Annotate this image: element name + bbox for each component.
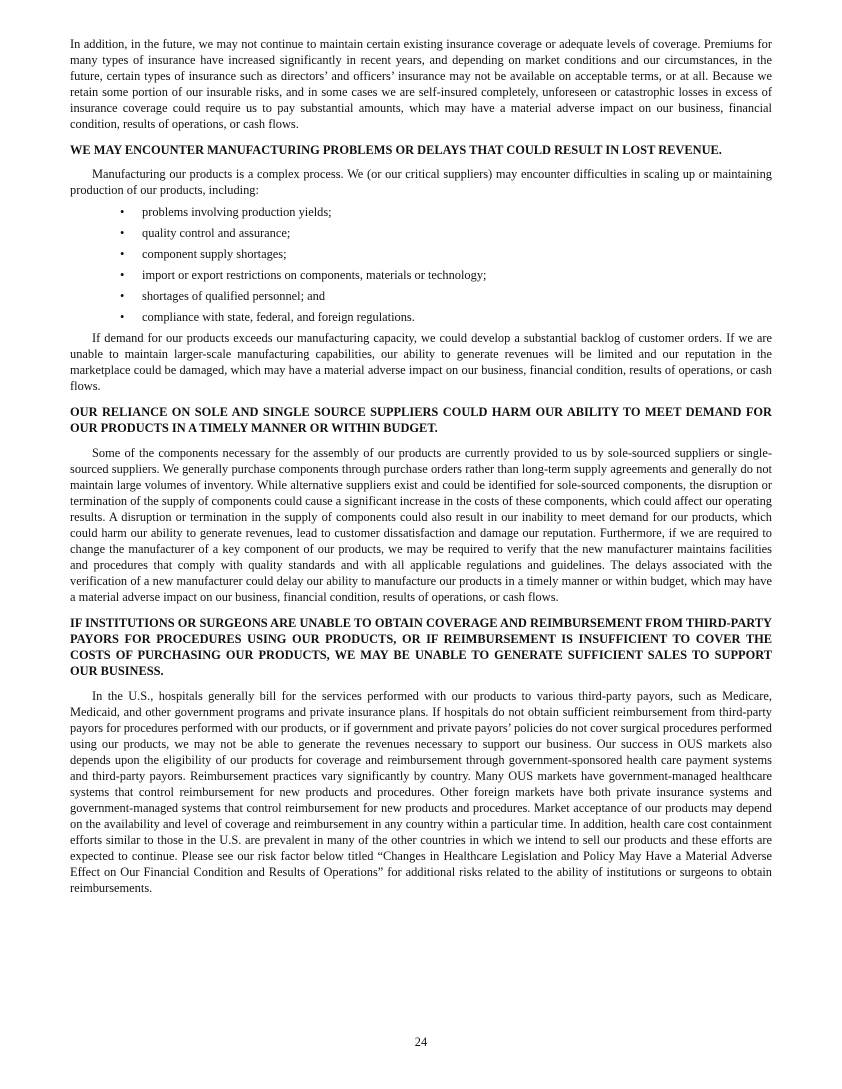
list-item-text: compliance with state, federal, and foreign regulations.	[142, 310, 415, 324]
manufacturing-issues-list	[70, 204, 772, 325]
paragraph-suppliers: Some of the components necessary for the assembly of our products are currently provided to us by sole-sourced suppliers or single-sourced suppliers. We generally purchase components through purchase orders rather than long-term supply agreements and generally do not maintain large volumes of inventory. While alternative suppliers exist and could be identified for sole-sourced components, the disruption or termination of the supply of components could cause a significant increase in the costs of these components, which could affect our operating results. A disruption or termination in the supply of components could also result in our inability to meet demand for our products, which could harm our ability to generate revenues, lead to customer dissatisfaction and damage our reputation. Furthermore, if we are required to change the manufacturer of a key component of our products, we may be required to verify that the new manufacturer maintains facilities and procedures that comply with quality standards and with all applicable regulations and guidelines. The delays associated with the verification of a new manufacturer could delay our ability to manufacture our products in a timely manner or within budget, which may have a material adverse impact on our business, financial condition, results of operations, or cash flows.	[70, 446, 772, 604]
list-item	[120, 225, 772, 241]
list-item-text: quality control and assurance;	[142, 226, 291, 240]
paragraph-manufacturing-capacity: If demand for our products exceeds our manufacturing capacity, we could develop a substantial backlog of customer orders. If we are unable to maintain larger-scale manufacturing capabilities, our ability to generate revenues will be limited and our reputation in the marketplace could be damaged, which may have a material adverse impact on our business, financial condition, results of operations, or cash flows.	[70, 331, 772, 393]
heading-sole-source-suppliers: OUR RELIANCE ON SOLE AND SINGLE SOURCE SUPPLIERS COULD HARM OUR ABILITY TO MEET DEMAND FOR OUR PRODUCTS IN A TIMELY MANNER OR WITHIN BUDGET.	[70, 405, 772, 435]
paragraph-reimbursement: In the U.S., hospitals generally bill for the services performed with our products to various third-party payors, such as Medicare, Medicaid, and other government programs and private insurance plans. If hospitals do not obtain sufficient reimbursement from third-party payors for procedures performed with our products, or if government and private payors’ policies do not cover surgical procedures performed using our products, we may not be able to generate the revenues necessary to support our business. Our success in OUS markets also depends upon the eligibility of our products for coverage and reimbursement through government-sponsored health care payment systems and third-party payors. Reimbursement practices vary significantly by country. Many OUS markets have government-managed healthcare systems that control reimbursement for new products and procedures. Other foreign markets have both private insurance systems and government-managed systems that control reimbursement for new products and procedures. Market acceptance of our products may depend on the availability and level of coverage and reimbursement in any country within a particular time. In addition, health care cost containment efforts similar to those in the U.S. are prevalent in many of the other countries in which we intend to sell our products and these efforts are expected to continue. Please see our risk factor below titled “Changes in Healthcare Legislation and Policy May Have a Material Adverse Effect on Our Financial Condition and Results of Operations” for additional risks related to the ability of institutions or surgeons to obtain reimbursements.	[70, 689, 772, 895]
heading-reimbursement: IF INSTITUTIONS OR SURGEONS ARE UNABLE TO OBTAIN COVERAGE AND REIMBURSEMENT FROM THIRD-PARTY PAYORS FOR PROCEDURES USING OUR PRODUCTS, OR IF REIMBURSEMENT IS INSUFFICIENT TO COVER THE COSTS OF PURCHASING OUR PRODUCTS, WE MAY BE UNABLE TO GENERATE SUFFICIENT SALES TO SUPPORT OUR BUSINESS.	[70, 616, 772, 678]
list-item	[120, 204, 772, 220]
paragraph-insurance: In addition, in the future, we may not continue to maintain certain existing insurance coverage or adequate levels of coverage. Premiums for many types of insurance have increased significantly in recent years, and depending on market conditions and our circumstances, in the future, certain types of insurance such as directors’ and officers’ insurance may not be available on acceptable terms, or at all. Because we retain some portion of our insurable risks, and in some cases we are self-insured completely, unforeseen or catastrophic losses in excess of insurance coverage could require us to pay substantial amounts, which may have a material adverse impact on our business, financial condition, results of operations, or cash flows.	[70, 37, 772, 131]
bullet-mark: •	[120, 205, 125, 219]
list-item-text: shortages of qualified personnel; and	[142, 289, 326, 303]
list-item	[120, 309, 772, 325]
paragraph-manufacturing-intro: Manufacturing our products is a complex process. We (or our critical suppliers) may encounter difficulties in scaling up or maintaining production of our products, including:	[70, 167, 772, 197]
bullet-mark: •	[120, 268, 125, 282]
list-item	[120, 288, 772, 304]
bullet-mark: •	[120, 226, 125, 240]
page-number: 24	[414, 1035, 428, 1049]
list-item	[120, 246, 772, 262]
list-item-text: problems involving production yields;	[142, 205, 332, 219]
list-item-text: import or export restrictions on components, materials or technology;	[142, 268, 487, 282]
bullet-mark: •	[120, 289, 125, 303]
bullet-mark: •	[120, 310, 125, 324]
bullet-mark: •	[120, 247, 125, 261]
list-item	[120, 267, 772, 283]
heading-manufacturing-problems: WE MAY ENCOUNTER MANUFACTURING PROBLEMS OR DELAYS THAT COULD RESULT IN LOST REVENUE.	[70, 143, 722, 157]
list-item-text: component supply shortages;	[142, 247, 287, 261]
